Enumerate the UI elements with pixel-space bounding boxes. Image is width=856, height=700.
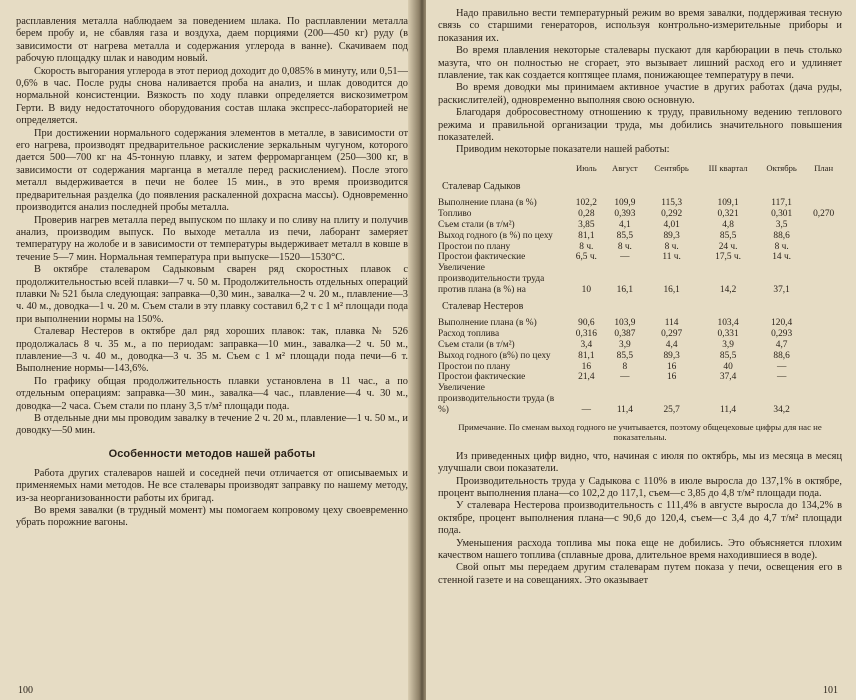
row-label: Простои по плану xyxy=(438,241,511,252)
table-cell: 0,387 xyxy=(614,329,636,340)
table-cell xyxy=(805,329,842,340)
paragraph: Во время завалки (в трудный момент) мы помогаем копровому цеху своевременно убрать порожние вагоны. xyxy=(16,505,408,529)
page-number-left: 100 xyxy=(18,685,33,696)
table-cell: 37,1 xyxy=(773,284,790,295)
table-cell: 0,270 xyxy=(813,209,835,220)
table-cell: 85,5 xyxy=(616,230,634,241)
page-number-right: 101 xyxy=(823,685,838,696)
table-cell xyxy=(805,242,842,253)
table-cell: 16,1 xyxy=(616,284,634,295)
table-cell: — xyxy=(776,361,787,372)
table-cell: 0,297 xyxy=(661,329,683,340)
table-cell: — xyxy=(620,372,630,383)
table-cell xyxy=(805,263,842,295)
table-row xyxy=(438,252,842,263)
row-label: Простои фактические xyxy=(438,252,526,263)
table-row xyxy=(438,198,842,209)
indicators-table xyxy=(438,161,842,416)
right-page xyxy=(426,0,856,700)
table-header-row xyxy=(438,161,842,176)
paragraph: По графику общая продолжительность плавки установлена в 11 час., а по отдельным операциям: заправка—30 мин., завалка—4 час., плавление—4 ч. 30 м., доводка—2 часа. Съем стали по плану 3,5 т/м² площади пода. xyxy=(16,375,408,412)
table-note: Примечание. По сменам выход годного не учитывается, поэтому общецеховые цифры для нас не показательны. xyxy=(458,421,822,443)
table-cell: 117,1 xyxy=(771,198,792,209)
left-section-body xyxy=(16,468,408,530)
table-cell xyxy=(805,318,842,329)
table-cell: 109,9 xyxy=(614,198,636,209)
paragraph: Производительность труда у Садыкова с 110% в июле выросла до 137,1% в октябре, процент выполнения плана—со 102,2 до 117,1, съем—с 3,85 до 4,8 т/м² площади пода. xyxy=(438,475,842,500)
table-cell xyxy=(805,362,842,373)
table-corner xyxy=(438,161,568,176)
paragraph: Из приведенных цифр видно, что, начиная с июля по октябрь, мы из месяца в месяц улучшали свои показатели. xyxy=(438,450,842,475)
table-cell: 0,28 xyxy=(578,209,595,220)
table-cell: 8 xyxy=(622,361,628,372)
table-cell: 0,321 xyxy=(717,209,739,220)
table-row xyxy=(438,351,842,362)
table-cell: 0,331 xyxy=(717,329,739,340)
group-row xyxy=(438,176,842,199)
table-row xyxy=(438,209,842,220)
paragraph: В октябре сталеваром Садыковым сварен ряд скоростных плавок с продолжительностью всей плавки—7 ч. 50 м. Продолжительность отдельных операций плавки № 521 была следующая: заправка—0,30 мин., завалка—2 ч. 20 м., плавление—3 ч. 40 м., доводка—1 ч. 20 м. Съем стали в эту плавку составил 6,2 т с 1 м² площади пода при выполнении нормы на 150%. xyxy=(16,264,408,325)
table-cell: 8 ч. xyxy=(664,241,679,252)
row-label: Топливо xyxy=(438,209,472,220)
table-cell: 0,292 xyxy=(661,209,683,220)
row-label: Расход топлива xyxy=(438,329,500,340)
table-cell: 34,2 xyxy=(773,404,790,415)
table-cell: 8 ч. xyxy=(579,241,594,252)
paragraph: Во время доводки мы принимаем активное участие в других работах (дача руды, раскислителей), одновременно выполняя свою основную. xyxy=(438,82,842,106)
paragraph: Свой опыт мы передаем другим сталеварам путем показа у печи, освещения его в стенной газете и на совещаниях. Это оказывает xyxy=(438,562,842,586)
table-cell: 16 xyxy=(666,372,677,383)
table-cell xyxy=(805,198,842,209)
left-body xyxy=(16,16,408,438)
table-cell: 25,7 xyxy=(663,404,680,415)
table-cell: 90,6 xyxy=(578,318,595,329)
table-cell: 14,2 xyxy=(719,284,737,295)
table-cell xyxy=(805,372,842,383)
table-cell: 103,9 xyxy=(614,318,636,329)
row-label: Съем стали (в т/м²) xyxy=(438,220,515,231)
table-cell: 6,5 ч. xyxy=(575,252,597,263)
table-row xyxy=(438,220,842,231)
paragraph: Во время плавления некоторые сталевары пускают для карбюрации в печь столько мазута, что он полностью не сгорает, это вызывает лишний расход его и удлиняет плавление, так как создается коптящее пламя, понижающее температуру в печи. xyxy=(438,45,842,82)
table-cell: 88,6 xyxy=(773,230,790,241)
column-header: Июль xyxy=(576,162,597,173)
table-cell: 40 xyxy=(723,361,733,372)
paragraph: При достижении нормального содержания элементов в металле, в зависимости от его нагрева, производят предварительное раскисление зеркальным чугуном, которого дается 500—700 кг на 45-тонную плавку, и затем ферромарганцем (250—300 кг, в зависимости от содержания марганца в металле перед раскислением). После этого металл выдерживается в печи не более 15 мин., в это время производится предварительная разделка (до появления раскаленной дохрасна массы). Одновременно производится анализ последней пробы металла. xyxy=(16,127,408,214)
paragraph: Уменьшения расхода топлива мы пока еще не добились. Это объясняется плохим качеством нашего топлива (сплавные дрова, длительное время находившиеся в воде). xyxy=(438,537,842,562)
table-cell: 4,1 xyxy=(619,220,631,231)
table-row xyxy=(438,318,842,329)
row-label: Выполнение плана (в %) xyxy=(438,198,537,209)
paragraph: расплавления металла наблюдаем за поведением шлака. По расплавлении металла берем пробу и, не сбавляя газа и воздуха, даем порциями (200—450 кг) руду (в зависимости от нагрева металла и содержания углерода в ванне). Скачиваем под рабочую площадку шлак и наводим новый. xyxy=(16,16,408,65)
row-label: Простои фактические xyxy=(438,372,526,383)
column-header: Август xyxy=(612,162,638,173)
table-cell: 14 ч. xyxy=(772,252,792,263)
row-label: Увеличение производительности труда против плана (в %) на xyxy=(438,263,545,295)
table-cell: 24 ч. xyxy=(718,241,738,252)
table-cell: 85,5 xyxy=(719,350,737,361)
table-cell: 16 xyxy=(666,361,677,372)
column-header: Сентябрь xyxy=(654,162,689,173)
paragraph: У сталевара Нестерова производительность с 111,4% в августе выросла до 134,2% в октябре, процент выполнения плана—с 90,6 до 120,4, съем—с 3,4 до 4,7 т/м² площади пода. xyxy=(438,500,842,537)
paragraph: Надо правильно вести температурный режим во время завалки, поддерживая тесную связь со старшими генераторов, используя контрольно-измерительные приборы и показания их. xyxy=(438,8,842,44)
table-cell: 103,4 xyxy=(717,318,739,329)
paragraph: Сталевар Нестеров в октябре дал ряд хороших плавок: так, плавка № 526 продолжалась 8 ч. 35 м., а по периодам: заправка—10 мин., завалка—2 ч. 50 м., плавление—3 ч. 40 м., доводка—3 ч. 35 м. Съем с 1 м² площади пода печи—6 т. Выполнение нормы—143,6%. xyxy=(16,326,408,375)
table-cell xyxy=(805,252,842,263)
row-label: Увеличение производительности труда (в %) xyxy=(438,383,555,415)
table-cell: 115,3 xyxy=(661,198,683,209)
table-cell: 21,4 xyxy=(578,372,595,383)
table-cell: 85,5 xyxy=(616,350,634,361)
table-cell: 0,316 xyxy=(575,329,597,340)
table-cell: 109,1 xyxy=(717,198,739,209)
table-cell: 3,9 xyxy=(619,340,631,351)
table-cell xyxy=(805,220,842,231)
table-row xyxy=(438,231,842,242)
table-cell: 102,2 xyxy=(575,198,597,209)
table-cell: 3,85 xyxy=(578,220,595,231)
right-after-body xyxy=(438,451,842,587)
table-row xyxy=(438,263,842,295)
table-row xyxy=(438,329,842,340)
section-heading: Особенности методов нашей работы xyxy=(108,447,316,460)
table-cell xyxy=(805,231,842,242)
left-page xyxy=(0,0,418,700)
group-name: Сталевар Нестеров xyxy=(442,300,524,312)
table-cell: 0,393 xyxy=(614,209,636,220)
table-cell: 8 ч. xyxy=(774,241,789,252)
table-cell: 4,01 xyxy=(663,220,680,231)
column-header: План xyxy=(814,162,834,173)
table-row xyxy=(438,242,842,253)
table-cell: 11 ч. xyxy=(662,252,681,263)
table-cell: 81,1 xyxy=(578,230,595,241)
paragraph: Работа других сталеваров нашей и соседней печи отличается от описываемых и применяемых нами методов. Не все сталевары производят заправку по нашему методу, из-за неорганизованности работы их бригад. xyxy=(16,467,408,504)
table-cell: 8 ч. xyxy=(617,241,632,252)
table-row xyxy=(438,383,842,415)
table-cell: 89,3 xyxy=(663,350,680,361)
row-label: Выход годного (в%) по цеху xyxy=(438,350,551,361)
table-cell: 17,5 ч. xyxy=(715,252,741,263)
table-cell: 114 xyxy=(664,318,679,329)
table-cell xyxy=(805,351,842,362)
table-row xyxy=(438,372,842,383)
row-label: Простои по плану xyxy=(438,361,511,372)
table-cell: 3,5 xyxy=(775,220,788,231)
table-cell: — xyxy=(620,252,630,263)
group-name: Сталевар Садыков xyxy=(442,180,521,192)
table-cell: 11,4 xyxy=(720,404,737,415)
table-cell xyxy=(805,383,842,415)
row-label: Выход годного (в %) по цеху xyxy=(438,230,553,241)
column-header: Октябрь xyxy=(766,162,797,173)
right-intro-body xyxy=(438,8,842,157)
row-label: Выполнение плана (в %) xyxy=(438,318,537,329)
table-cell: 4,4 xyxy=(665,340,678,351)
table-cell: 120,4 xyxy=(771,318,793,329)
group-row xyxy=(438,296,842,319)
paragraph: Проверив нагрев металла перед выпуском по шлаку и по сливу на плиту и получив анализ, производим выпуск. По выходе металла из печи, лаборант замеряет температуру на жолобе и в зависимости от температуры выдерживает металл в ковше в течение 5—7 мин. Нормальная температура при выпуске—1520—1530°С. xyxy=(16,214,408,263)
table-cell: 88,6 xyxy=(773,350,790,361)
table-cell: 81,1 xyxy=(578,350,595,361)
row-label: Съем стали (в т/м²) xyxy=(438,340,515,351)
table-cell: 0,301 xyxy=(771,209,793,220)
table-row xyxy=(438,340,842,351)
table-cell: — xyxy=(581,404,592,415)
paragraph: В отдельные дни мы проводим завалку в течение 2 ч. 20 м., плавление—1 ч. 50 м., и доводку—50 мин. xyxy=(16,413,408,437)
paragraph: Скорость выгорания углерода в этот период доходит до 0,085% в минуту, или 0,51—0,6% в час. После руды снова наливается проба на анализ, и шлак доводится до нормальной консистенции. Вязкость по ходу плавки определяется вискозиметром Герти. В виду недостаточного оборудования состав шлака экспресс-лабораторией не определяется. xyxy=(16,65,409,127)
paragraph: Приводим некоторые показатели нашей работы: xyxy=(456,144,670,156)
table-cell: 0,293 xyxy=(771,329,793,340)
table-cell: 89,3 xyxy=(663,230,680,241)
column-header: III квартал xyxy=(708,162,748,173)
table-cell: 4,8 xyxy=(722,220,734,231)
paragraph: Благодаря добросовестному отношению к труду, правильному ведению теплового режима и правильной организации труда, мы добились значительного повышения показателей. xyxy=(438,107,842,144)
table-row xyxy=(438,362,842,373)
table-cell: 4,7 xyxy=(775,340,788,351)
table-cell: 3,4 xyxy=(580,340,593,351)
table-cell xyxy=(805,340,842,351)
table-cell: 3,9 xyxy=(722,340,734,351)
table-cell: — xyxy=(776,372,787,383)
table-cell: 85,5 xyxy=(719,230,737,241)
table-cell: 37,4 xyxy=(719,372,737,383)
table-cell: 11,4 xyxy=(616,404,633,415)
table-cell: 16,1 xyxy=(663,284,680,295)
table-cell: 10 xyxy=(581,284,592,295)
table-cell: 16 xyxy=(581,361,592,372)
